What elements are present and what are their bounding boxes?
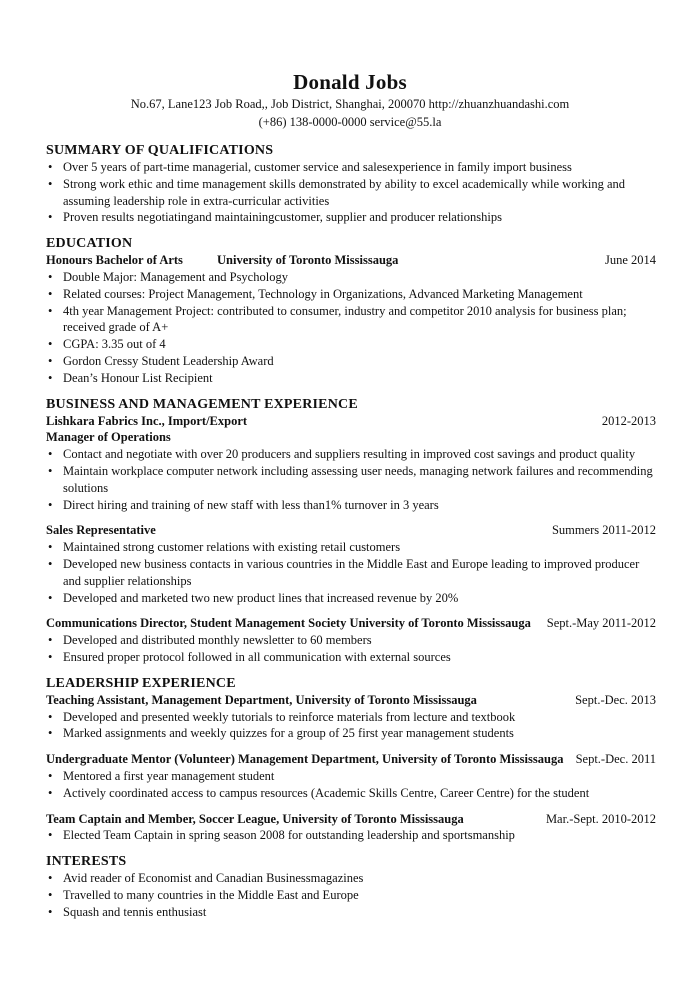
list-item <box>46 632 656 649</box>
bullet-icon: • <box>48 463 53 478</box>
experience-entry <box>46 615 656 665</box>
section-heading: INTERESTS <box>46 854 127 870</box>
entry-date: Sept.-May 2011-2012 <box>546 616 656 631</box>
education-section <box>46 235 656 386</box>
list-item-text: Contact and negotiate with over 20 producers and suppliers resulting in improved cost savings and product quality <box>63 447 636 462</box>
degree-school <box>46 252 398 269</box>
bullet-icon: • <box>48 887 53 902</box>
candidate-name: Donald Jobs <box>293 70 407 94</box>
list-item <box>46 556 656 590</box>
list-item-text: Marked assignments and weekly quizzes for a group of 25 first year management students <box>63 726 514 741</box>
entry-header <box>46 413 656 430</box>
section-heading: SUMMARY OF QUALIFICATIONS <box>46 143 274 158</box>
list-item <box>46 446 656 463</box>
interests-section <box>46 853 656 920</box>
list-item <box>46 159 656 176</box>
list-item-text: Over 5 years of part-time managerial, customer service and salesexperience in family import business <box>63 160 572 174</box>
list-item-text: Gordon Cressy Student Leadership Award <box>63 353 274 368</box>
bullet-icon: • <box>48 176 53 191</box>
list-item-text: Direct hiring and training of new staff with less than1% turnover in 3 years <box>63 497 439 512</box>
list-item-text: Squash and tennis enthusiast <box>63 904 207 919</box>
summary-list <box>46 159 656 226</box>
entry-organization: Teaching Assistant, Management Department, University of Toronto Mississauga <box>46 692 477 707</box>
list-item <box>46 768 656 785</box>
entry-date: Sept.-Dec. 2013 <box>575 692 656 707</box>
entry-date: Mar.-Sept. 2010-2012 <box>545 811 656 826</box>
bullet-icon: • <box>48 649 53 664</box>
list-item <box>46 209 656 226</box>
list-item <box>46 353 656 370</box>
degree-name: Honours Bachelor of Arts <box>46 253 183 268</box>
entry-header <box>46 615 656 632</box>
bullet-icon: • <box>48 590 53 605</box>
bullet-icon: • <box>48 726 53 741</box>
list-item <box>46 870 656 887</box>
entry-header <box>46 692 656 709</box>
list-item <box>46 539 656 556</box>
resume-body <box>46 142 656 929</box>
bullet-icon: • <box>48 556 53 571</box>
list-item <box>46 590 656 607</box>
list-item <box>46 497 656 514</box>
section-heading: BUSINESS AND MANAGEMENT EXPERIENCE <box>46 396 358 412</box>
contact-phone-email-line: (+86) 138-0000-0000 service@55.la <box>258 115 442 129</box>
interests-list <box>46 870 656 920</box>
bullet-icon: • <box>48 871 53 886</box>
list-item <box>46 303 656 337</box>
bullet-icon: • <box>48 709 53 724</box>
contact-address-line: No.67, Lane123 Job Road,, Job District, Shanghai, 200070 http://zhuanzhuandashi.com <box>130 97 570 111</box>
list-item-text: Related courses: Project Management, Technology in Organizations, Advanced Marketing Management <box>63 286 583 301</box>
bullet-icon: • <box>48 785 53 800</box>
list-item-text: Travelled to many countries in the Middle East and Europe <box>63 887 359 902</box>
entry-list <box>46 539 656 606</box>
list-item-text: Proven results negotiatingand maintainingcustomer, supplier and producer relationships <box>63 210 502 225</box>
experience-entry <box>46 522 656 606</box>
entry-date: Summers 2011-2012 <box>551 523 656 538</box>
list-item <box>46 463 656 497</box>
list-item-text: Dean’s Honour List Recipient <box>63 370 213 385</box>
bullet-icon: • <box>48 904 53 919</box>
education-list <box>46 269 656 387</box>
school-name: University of Toronto Mississauga <box>217 253 399 268</box>
bullet-icon: • <box>48 286 53 301</box>
experience-entry <box>46 413 656 514</box>
entry-organization: Communications Director, Student Management Society University of Toronto Mississauga <box>46 616 531 631</box>
bullet-icon: • <box>48 160 53 174</box>
entry-list <box>46 446 656 513</box>
list-item <box>46 785 656 802</box>
list-item-text: Mentored a first year management student <box>63 768 275 783</box>
list-item <box>46 269 656 286</box>
entry-date: June 2014 <box>604 253 656 268</box>
list-item <box>46 176 656 210</box>
bullet-icon: • <box>48 353 53 368</box>
leadership-entry <box>46 751 656 801</box>
entry-list <box>46 827 656 844</box>
bullet-icon: • <box>48 633 53 648</box>
bullet-icon: • <box>48 768 53 783</box>
list-item <box>46 827 656 844</box>
entry-date: 2012-2013 <box>601 413 656 428</box>
list-item <box>46 649 656 666</box>
list-item <box>46 370 656 387</box>
list-item <box>46 904 656 921</box>
list-item-text: 4th year Management Project: contributed to consumer, industry and competitor 2010 analysis for business plan; received grade of A+ <box>63 303 627 335</box>
list-item-text: Maintained strong customer relations with existing retail customers <box>63 540 401 555</box>
entry-organization: Undergraduate Mentor (Volunteer) Management Department, University of Toronto Mississauga <box>46 752 564 767</box>
list-item-text: Developed and presented weekly tutorials to reinforce materials from lecture and textbook <box>63 709 516 724</box>
list-item-text: Double Major: Management and Psychology <box>63 269 288 284</box>
bullet-icon: • <box>48 828 53 843</box>
business-experience-section <box>46 396 656 666</box>
education-entry-header <box>46 252 656 269</box>
list-item-text: Ensured proper protocol followed in all communication with external sources <box>63 649 451 664</box>
list-item <box>46 887 656 904</box>
summary-section <box>46 142 656 226</box>
leadership-entry <box>46 692 656 742</box>
section-heading: EDUCATION <box>46 236 133 252</box>
entry-list <box>46 709 656 743</box>
list-item-text: CGPA: 3.35 out of 4 <box>63 337 166 352</box>
bullet-icon: • <box>48 303 53 318</box>
bullet-icon: • <box>48 210 53 225</box>
list-item-text: Avid reader of Economist and Canadian Businessmagazines <box>63 871 364 886</box>
entry-list <box>46 632 656 666</box>
entry-role: Manager of Operations <box>46 430 171 445</box>
list-item <box>46 709 656 726</box>
entry-date: Sept.-Dec. 2011 <box>575 752 656 767</box>
entry-organization: Lishkara Fabrics Inc., Import/Export <box>46 413 248 428</box>
bullet-icon: • <box>48 447 53 462</box>
entry-organization: Team Captain and Member, Soccer League, University of Toronto Mississauga <box>46 811 464 826</box>
list-item <box>46 286 656 303</box>
section-heading: LEADERSHIP EXPERIENCE <box>46 675 236 691</box>
list-item-text: Developed new business contacts in various countries in the Middle East and Europe leading to improved producer and supplier relationships <box>63 556 640 588</box>
leadership-section <box>46 675 656 844</box>
bullet-icon: • <box>48 370 53 385</box>
bullet-icon: • <box>48 269 53 284</box>
entry-organization: Sales Representative <box>46 523 156 538</box>
entry-header <box>46 751 656 768</box>
bullet-icon: • <box>48 540 53 555</box>
list-item-text: Elected Team Captain in spring season 2008 for outstanding leadership and sportsmanship <box>63 828 515 843</box>
list-item-text: Developed and marketed two new product lines that increased revenue by 20% <box>63 590 459 605</box>
list-item <box>46 336 656 353</box>
entry-header <box>46 811 656 828</box>
entry-header <box>46 522 656 539</box>
list-item-text: Developed and distributed monthly newsletter to 60 members <box>63 633 372 648</box>
bullet-icon: • <box>48 337 53 352</box>
leadership-entry <box>46 811 656 845</box>
list-item-text: Actively coordinated access to campus resources (Academic Skills Centre, Career Centre) for the student <box>63 785 590 800</box>
bullet-icon: • <box>48 497 53 512</box>
entry-list <box>46 768 656 802</box>
list-item <box>46 725 656 742</box>
list-item-text: Strong work ethic and time management skills demonstrated by ability to excel academically while working and assuming leadership role in extra-curricular activities <box>63 176 625 208</box>
list-item-text: Maintain workplace computer network including assessing user needs, managing network failures and recommending solutions <box>63 463 653 495</box>
